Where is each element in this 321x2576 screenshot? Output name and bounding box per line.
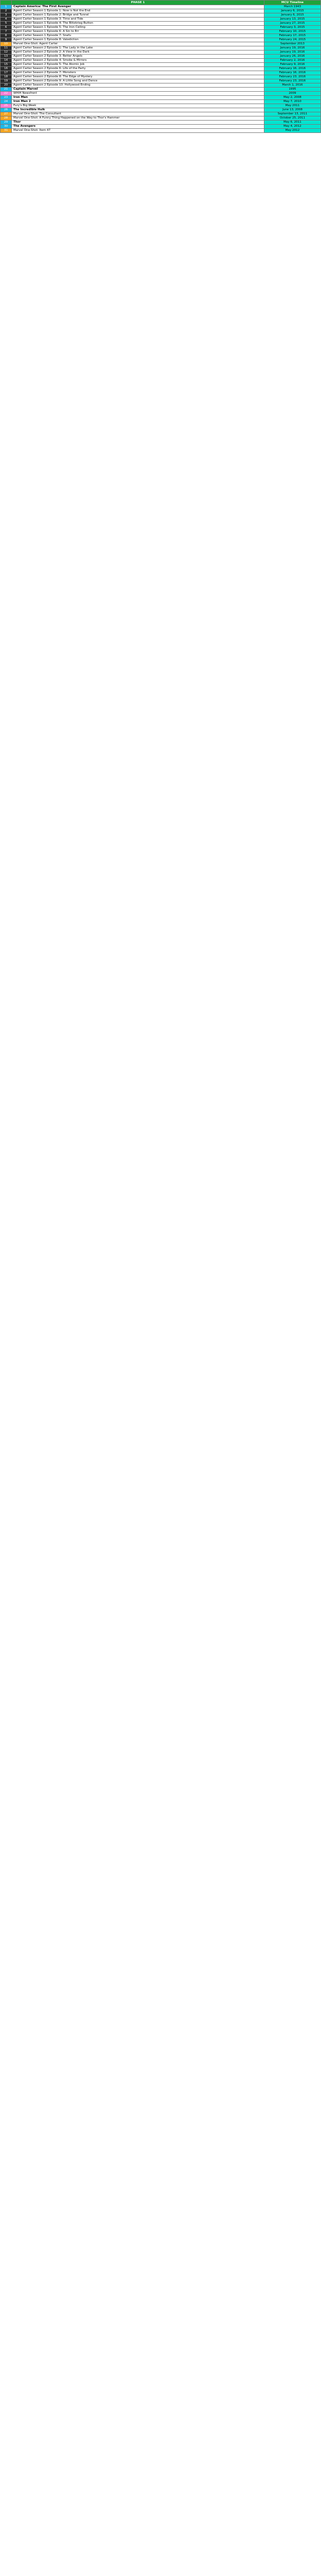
row-date: February 16, 2016 — [264, 71, 321, 75]
row-title: Agent Carter Season 2 Episode 1: The Lady in the Lake — [12, 46, 264, 50]
row-date: February 23, 2016 — [264, 79, 321, 83]
row-number: 18 — [1, 75, 12, 79]
timeline-row — [1, 5, 321, 9]
row-number: 21 — [1, 88, 12, 92]
phase-title: PHASE 1 — [12, 1, 264, 5]
row-number: 31 — [1, 129, 12, 133]
row-title: Agent Carter Season 2 Episode 9: A Little Song and Dance — [12, 79, 264, 83]
timeline-row — [1, 18, 321, 22]
row-date: October 25, 2011 — [264, 116, 321, 121]
row-title: Fury's Big Week — [12, 104, 264, 108]
row-date: February 16, 2016 — [264, 67, 321, 71]
timeline-document — [0, 0, 321, 133]
row-number: 4 — [1, 18, 12, 22]
row-title: Marvel One-Shot: The Consultant — [12, 112, 264, 116]
row-date: May 2, 2008 — [264, 96, 321, 100]
timeline-row — [1, 71, 321, 75]
row-title: Agent Carter Season 2 Episode 3: Better Angels — [12, 55, 264, 59]
timeline-row — [1, 59, 321, 63]
timeline-row — [1, 50, 321, 55]
row-title: The Incredible Hulk — [12, 108, 264, 112]
row-title: Agent Carter Season 1 Episode 3: Time and Tide — [12, 18, 264, 22]
timeline-row — [1, 116, 321, 121]
timeline-row — [1, 125, 321, 129]
row-date: February 10, 2015 — [264, 30, 321, 34]
row-title: Agent Carter Season 1 Episode 4: The Blitzkrieg Button — [12, 22, 264, 26]
row-date: January 19, 2016 — [264, 50, 321, 55]
timeline-row — [1, 96, 321, 100]
row-date: February 3, 2015 — [264, 26, 321, 30]
row-date: January 27, 2015 — [264, 22, 321, 26]
row-date: May 6, 2011 — [264, 121, 321, 125]
row-title: Marvel One-Shot: A Funny Thing Happened on the Way to Thor's Hammer — [12, 116, 264, 121]
row-date: February 17, 2015 — [264, 34, 321, 38]
row-date: 1995 — [264, 88, 321, 92]
row-date: January 6, 2015 — [264, 13, 321, 18]
phase-num-cell — [1, 1, 12, 5]
timeline-row — [1, 83, 321, 88]
timeline-row — [1, 22, 321, 26]
timeline-row — [1, 108, 321, 112]
row-date: March 1943 — [264, 5, 321, 9]
row-date: May 7, 2010 — [264, 100, 321, 104]
row-number: 28 — [1, 116, 12, 121]
row-number: 27 — [1, 112, 12, 116]
row-title: Agent Carter Season 1 Episode 1: Now is Not the End — [12, 9, 264, 13]
row-number: 14 — [1, 59, 12, 63]
phase-date-label: MCU Timeline — [264, 1, 321, 5]
timeline-row — [1, 30, 321, 34]
row-number: 2 — [1, 9, 12, 13]
row-number: 30 — [1, 125, 12, 129]
row-title: Iron Man — [12, 96, 264, 100]
row-number: 26 — [1, 108, 12, 112]
row-title: Agent Carter Season 1 Episode 6: A Sin to Err — [12, 30, 264, 34]
timeline-row — [1, 112, 321, 116]
row-number: 9 — [1, 38, 12, 42]
row-title: Marvel One-Shot: Item 47 — [12, 129, 264, 133]
row-date: May 2011 — [264, 104, 321, 108]
timeline-row — [1, 92, 321, 96]
timeline-row — [1, 9, 321, 13]
timeline-row — [1, 129, 321, 133]
row-number: 1 — [1, 5, 12, 9]
row-date: March 1, 2016 — [264, 83, 321, 88]
row-date: January 26, 2016 — [264, 55, 321, 59]
row-title: Agent Carter Season 1 Episode 5: The Iron Ceiling — [12, 26, 264, 30]
row-number: 10 — [1, 42, 12, 46]
row-title: The Avengers — [12, 125, 264, 129]
row-title: Agent Carter Season 2 Episode 5: The Atomic Job — [12, 63, 264, 67]
row-title: Agent Carter Season 1 Episode 8: Valediction — [12, 38, 264, 42]
row-number: 7 — [1, 30, 12, 34]
timeline-row — [1, 67, 321, 71]
row-date: 2009 — [264, 92, 321, 96]
row-number: 5 — [1, 22, 12, 26]
row-number: 8 — [1, 34, 12, 38]
timeline-row — [1, 26, 321, 30]
timeline-row — [1, 46, 321, 50]
row-number: 3 — [1, 13, 12, 18]
timeline-row — [1, 55, 321, 59]
row-title: Agent Carter Season 2 Episode 10: Hollywood Ending — [12, 83, 264, 88]
row-number: 13 — [1, 55, 12, 59]
episode-table — [0, 0, 321, 133]
row-title: Agent Carter Season 2 Episode 2: A View in the Dark — [12, 50, 264, 55]
row-date: January 6, 2015 — [264, 9, 321, 13]
timeline-row — [1, 121, 321, 125]
row-date: February 24, 2015 — [264, 38, 321, 42]
timeline-row — [1, 42, 321, 46]
row-date: May 2012 — [264, 129, 321, 133]
phase-header-row — [1, 1, 321, 5]
row-date: September 2013 — [264, 42, 321, 46]
timeline-row — [1, 13, 321, 18]
row-date: February 2, 2016 — [264, 59, 321, 63]
row-number: 25 — [1, 104, 12, 108]
row-number: 6 — [1, 26, 12, 30]
row-title: Captain Marvel — [12, 88, 264, 92]
row-title: Captain America: The First Avenger — [12, 5, 264, 9]
row-number: 16 — [1, 67, 12, 71]
timeline-row — [1, 100, 321, 104]
row-title: Agent Carter Season 2 Episode 7: Monsters — [12, 71, 264, 75]
row-number: 15 — [1, 63, 12, 67]
row-number: 19 — [1, 79, 12, 83]
row-number: 11 — [1, 46, 12, 50]
row-title: Thor — [12, 121, 264, 125]
timeline-row — [1, 104, 321, 108]
row-title: Agent Carter Season 2 Episode 4: Smoke & Mirrors — [12, 59, 264, 63]
row-number: 22 — [1, 92, 12, 96]
row-title: Agent Carter Season 2 Episode 6: Life of the Party — [12, 67, 264, 71]
row-date: January 19, 2016 — [264, 46, 321, 50]
timeline-row — [1, 88, 321, 92]
row-date: May 4, 2012 — [264, 125, 321, 129]
row-title: WHIH Newsfront — [12, 92, 264, 96]
row-date: February 9, 2016 — [264, 63, 321, 67]
timeline-row — [1, 79, 321, 83]
row-number: 24 — [1, 100, 12, 104]
timeline-row — [1, 34, 321, 38]
row-title: Agent Carter Season 1 Episode 2: Bridge and Tunnel — [12, 13, 264, 18]
timeline-row — [1, 63, 321, 67]
row-title: Iron Man 2 — [12, 100, 264, 104]
row-number: 12 — [1, 50, 12, 55]
row-number: 17 — [1, 71, 12, 75]
row-title: Agent Carter Season 1 Episode 7: Snafu — [12, 34, 264, 38]
row-date: June 13, 2008 — [264, 108, 321, 112]
row-number: 23 — [1, 96, 12, 100]
row-date: September 13, 2011 — [264, 112, 321, 116]
row-title: Marvel One-Shot: Agent Carter — [12, 42, 264, 46]
row-date: January 13, 2015 — [264, 18, 321, 22]
row-title: Agent Carter Season 2 Episode 8: The Edge of Mystery — [12, 75, 264, 79]
row-date: February 23, 2016 — [264, 75, 321, 79]
row-number: 20 — [1, 83, 12, 88]
timeline-row — [1, 75, 321, 79]
timeline-row — [1, 38, 321, 42]
row-number: 29 — [1, 121, 12, 125]
